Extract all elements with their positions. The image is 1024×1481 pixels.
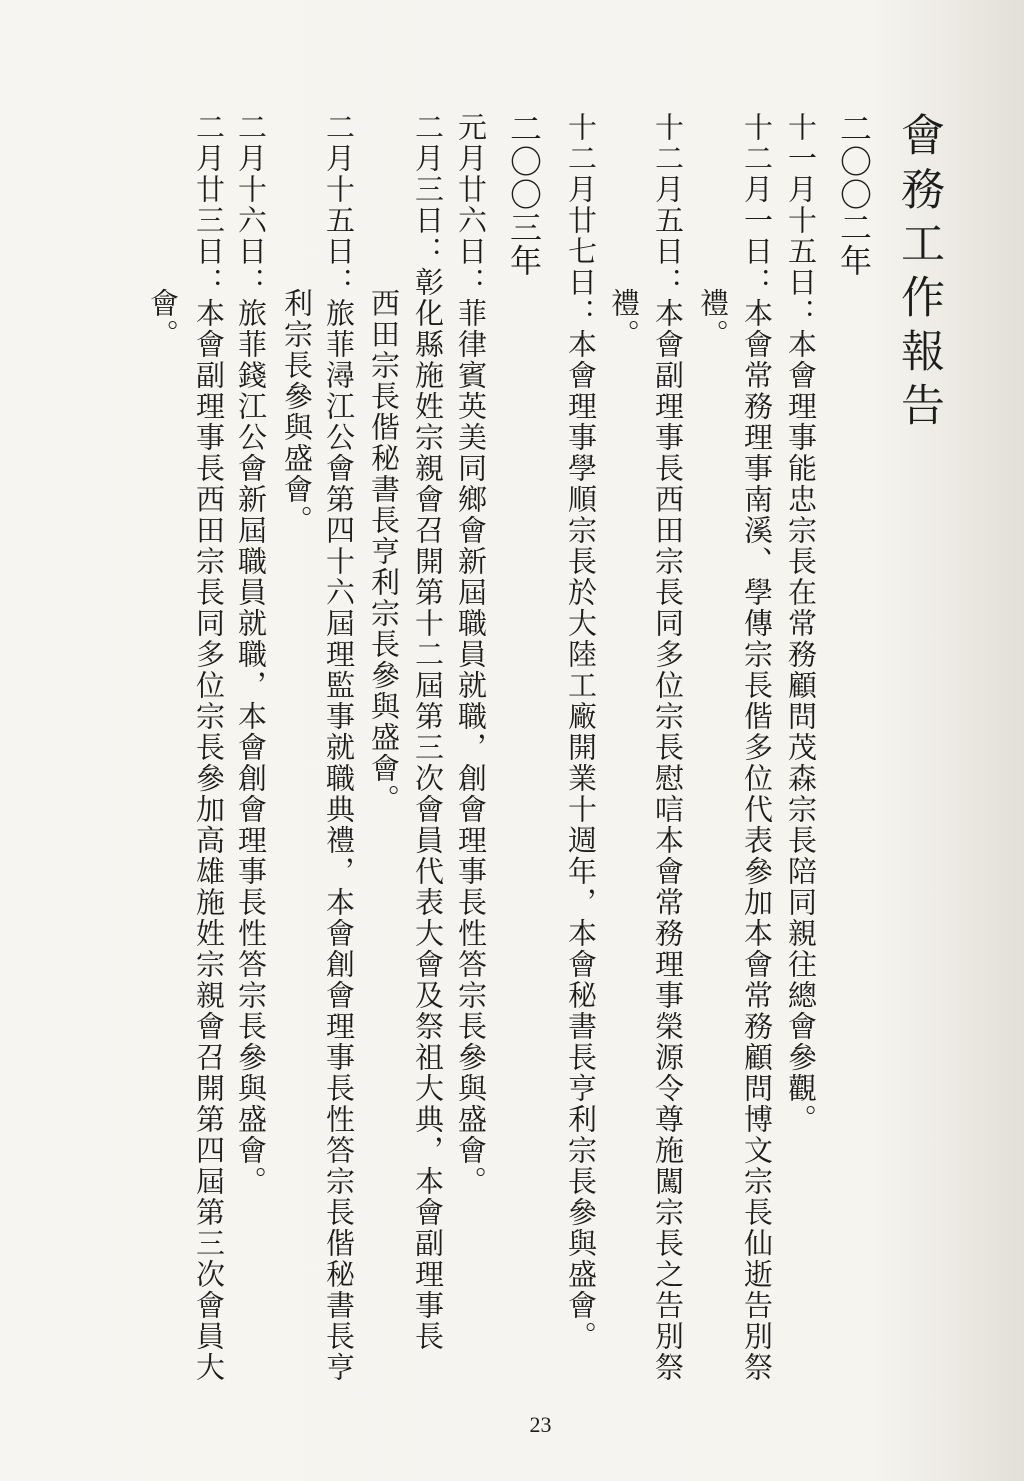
entry-line: 二月廿三日：本會副理事長西田宗長同多位宗長參加高雄施姓宗親會召開第四屆第三次會員大 (192, 112, 226, 1383)
page-title: 會務工作報告 (893, 112, 944, 436)
entry-line-continued: 會。 (146, 288, 180, 350)
entry-line-continued: 利宗長參與盛會。 (280, 288, 314, 536)
page-number: 23 (529, 1412, 552, 1437)
entry-line: 十二月廿七日：本會理事學順宗長於大陸工廠開業十週年，本會秘書長亨利宗長參與盛會。 (564, 112, 598, 1352)
year-heading-2002: 二〇〇二年 (835, 112, 873, 277)
entry-line: 二月三日：彰化縣施姓宗親會召開第十二屆第三次會員代表大會及祭祖大典，本會副理事長 (411, 112, 445, 1352)
entry-line: 十二月一日：本會常務理事南溪、學傳宗長偕多位代表參加本會常務顧問博文宗長仙逝告別祭 (740, 112, 774, 1383)
entry-line: 二月十五日：旅菲潯江公會第四十六屆理監事就職典禮，本會創會理事長性答宗長偕秘書長亨 (322, 112, 356, 1383)
entry-line: 十一月十五日：本會理事能忠宗長在常務顧問茂森宗長陪同親往總會參觀。 (784, 112, 818, 1135)
entry-line: 二月十六日：旅菲錢江公會新屆職員就職，本會創會理事長性答宗長參與盛會。 (234, 112, 268, 1197)
entry-line-continued: 西田宗長偕秘書長亨利宗長參與盛會。 (367, 288, 401, 815)
entry-line: 十二月五日：本會副理事長西田宗長同多位宗長慰唁本會常務理事榮源令尊施闖宗長之告別祭 (651, 112, 685, 1383)
entry-line-continued: 禮。 (696, 288, 730, 350)
entry-line: 元月廿六日：菲律賓英美同鄉會新屆職員就職，創會理事長性答宗長參與盛會。 (454, 112, 488, 1197)
entry-line-continued: 禮。 (607, 288, 641, 350)
year-heading-2003: 二〇〇三年 (505, 112, 543, 277)
